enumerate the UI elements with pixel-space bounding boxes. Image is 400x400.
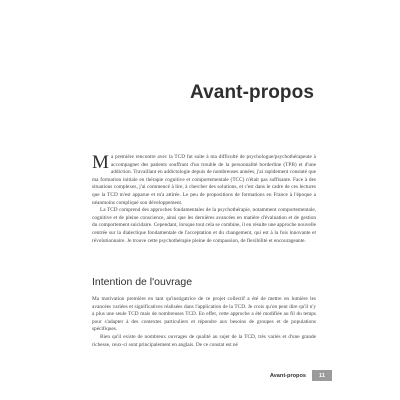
intro-text <box>92 154 316 245</box>
intro-paragraph-2: La TCD comprend des approches fondamentales de la psychothérapie, notamment comportementale, cognitive et de pleine conscience, ainsi que les dernières avancées en matière d'évaluation et de gestion du comportement suicidaire. Cependant, lorsque tout cela se combine, il en résulte une approche nouvelle centrée sur la dialectique fondamentale de l'acceptation et du changement, qui est à la fois innovante et révolutionnaire. Je trouve cette psychothérapie pleine de compassion, de flexibilité et encourageante. <box>92 207 317 244</box>
section-title: Intention de l'ouvrage <box>92 276 193 288</box>
page-number: 11 <box>319 372 325 379</box>
intro-paragraph-1 <box>92 154 316 207</box>
section-paragraph-1: Ma motivation première en tant qu'instigatrice de ce projet collectif a été de mettre en lumière les avancées variées et significatives réalisées dans l'application de la TCD. Je crois qu'on peut dire qu'il n'y a plus une seule TCD mais de nombreuses TCD. En effet, cette approche a été modifiée au fil du temps pour s'adapter à des contextes particuliers et répondre aux besoins de groupes et de populations spécifiques. <box>92 296 316 333</box>
running-footer: Avant-propos <box>269 373 306 379</box>
section-paragraph-2: Bien qu'il existe de nombreux ouvrages de qualité au sujet de la TCD, très variés et d'une grande richesse, ceux-ci sont principalement en anglais. De ce constat est né <box>92 333 316 348</box>
intro-paragraph-1-text: a première rencontre avec la TCD fut suite à ma difficulté de psychologue/psychothérapeute à accompagner des patients souffrant d'un trouble de la personnalité borderline (TPB) et d'une addiction. Travaillant en addictologie depuis de nombreuses années, j'ai rapidement constaté que ma formation initiale en thérapie cognitive et comportementale (TCC) n'était pas suffisante. Face à des situations complexes, j'ai commencé à lire, à chercher des solutions, et c'est dans le cadre de ces lectures que la TCD m'est apparue et m'a attirée. Le peu de propositions de formations en France à l'époque a néanmoins compliqué son développement. <box>92 154 316 206</box>
page-number-badge <box>312 370 332 381</box>
chapter-title: Avant-propos <box>190 82 314 103</box>
section-text <box>92 296 316 349</box>
drop-cap: M <box>92 152 109 173</box>
